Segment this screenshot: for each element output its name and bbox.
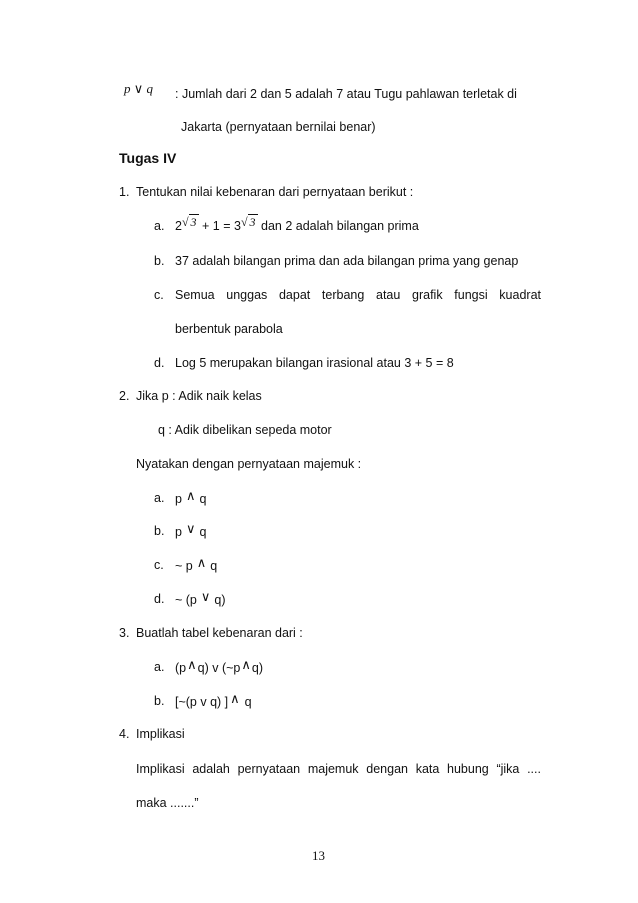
- q2-b-label: b.: [154, 524, 165, 538]
- or-symbol: ∨: [185, 521, 196, 536]
- q1-c-label: c.: [154, 288, 164, 302]
- word: grafik: [412, 288, 443, 302]
- expr-part: [~(p v q) ]: [175, 695, 229, 709]
- word: Implikasi: [136, 762, 185, 776]
- word: terbang: [321, 288, 365, 302]
- word: majemuk: [307, 762, 359, 776]
- expr-part: q) v (~p: [197, 661, 241, 675]
- expr-right: q: [199, 525, 207, 539]
- sqrt-3-first: √ 3: [181, 215, 197, 229]
- q1-b-label: b.: [154, 254, 165, 268]
- formula-p: p: [124, 81, 131, 96]
- q3-a-label: a.: [154, 660, 165, 674]
- q2-q-line: q : Adik dibelikan sepeda motor: [158, 423, 332, 437]
- word: dengan: [366, 762, 408, 776]
- or-symbol: ∨: [133, 81, 144, 96]
- q2-a-expr: [175, 488, 207, 507]
- word: “jika: [496, 762, 520, 776]
- and-symbol: ∧: [196, 555, 207, 570]
- expr-part: q): [251, 661, 264, 675]
- q2-c-expr: [175, 555, 218, 574]
- q2-instruction: Nyatakan dengan pernyataan majemuk :: [136, 457, 362, 471]
- word: hubung: [447, 762, 489, 776]
- q4-definition-line1: [136, 762, 541, 776]
- and-symbol: ∧: [187, 657, 197, 672]
- q1-a-text: [175, 215, 419, 234]
- expr-right: q: [199, 492, 207, 506]
- q2-d-expr: [175, 589, 226, 608]
- q1-a-part2: + 1 = 3: [198, 219, 241, 233]
- q1-c-line1: [175, 288, 541, 302]
- and-symbol: ∧: [241, 657, 251, 672]
- word: pernyataan: [237, 762, 301, 776]
- q2-p-line: Jika p : Adik naik kelas: [136, 389, 262, 403]
- q3-text: Buatlah tabel kebenaran dari :: [136, 626, 303, 640]
- section-title: Tugas IV: [119, 150, 177, 166]
- intro-line-2: Jakarta (pernyataan bernilai benar): [181, 120, 376, 134]
- q2-b-expr: [175, 521, 207, 540]
- q1-b-text: 37 adalah bilangan prima dan ada bilangan prima yang genap: [175, 254, 519, 268]
- intro-line-1: : Jumlah dari 2 dan 5 adalah 7 atau Tugu pahlawan terletak di: [175, 87, 517, 101]
- q2-number: 2.: [119, 389, 130, 403]
- word: adalah: [192, 762, 230, 776]
- q1-d-text: Log 5 merupakan bilangan irasional atau 3 + 5 = 8: [175, 356, 454, 370]
- word: Semua: [175, 288, 215, 302]
- q1-a-label: a.: [154, 219, 165, 233]
- q1-a-part1: 2: [175, 219, 182, 233]
- word: fungsi: [454, 288, 488, 302]
- formula-q: q: [146, 81, 154, 96]
- expr-part: (p: [175, 661, 187, 675]
- word: dapat: [278, 288, 311, 302]
- q3-b-expr: [175, 691, 252, 710]
- q1-number: 1.: [119, 185, 130, 199]
- page-number: 13: [312, 848, 325, 863]
- or-symbol: ∨: [200, 589, 211, 604]
- expr-left: ~ p: [175, 559, 193, 573]
- q1-a-part3: dan 2 adalah bilangan prima: [257, 219, 419, 233]
- word: kuadrat: [499, 288, 541, 302]
- q4-title: Implikasi: [136, 727, 185, 741]
- q2-a-label: a.: [154, 491, 165, 505]
- expr-left: p: [175, 525, 182, 539]
- q3-b-label: b.: [154, 694, 165, 708]
- q4-definition-line2: maka .......”: [136, 796, 199, 810]
- word: ....: [527, 762, 541, 776]
- word: kata: [415, 762, 440, 776]
- expr-right: q): [214, 593, 226, 607]
- q1-d-label: d.: [154, 356, 165, 370]
- expr-left: p: [175, 492, 182, 506]
- expr-left: ~ (p: [175, 593, 197, 607]
- formula-p-or-q: [124, 81, 153, 97]
- q4-number: 4.: [119, 727, 130, 741]
- sqrt-3-second: √ 3: [240, 215, 256, 229]
- q1-c-line2: berbentuk parabola: [175, 322, 283, 336]
- and-symbol: ∧: [185, 488, 196, 503]
- q2-d-label: d.: [154, 592, 165, 606]
- q1-text: Tentukan nilai kebenaran dari pernyataan berikut :: [136, 185, 414, 199]
- and-symbol: ∧: [230, 691, 240, 706]
- q2-c-label: c.: [154, 558, 164, 572]
- q3-a-expr: [175, 657, 264, 676]
- expr-right: q: [210, 559, 218, 573]
- q3-number: 3.: [119, 626, 130, 640]
- word: unggas: [226, 288, 268, 302]
- expr-part: q: [244, 695, 252, 709]
- word: atau: [376, 288, 401, 302]
